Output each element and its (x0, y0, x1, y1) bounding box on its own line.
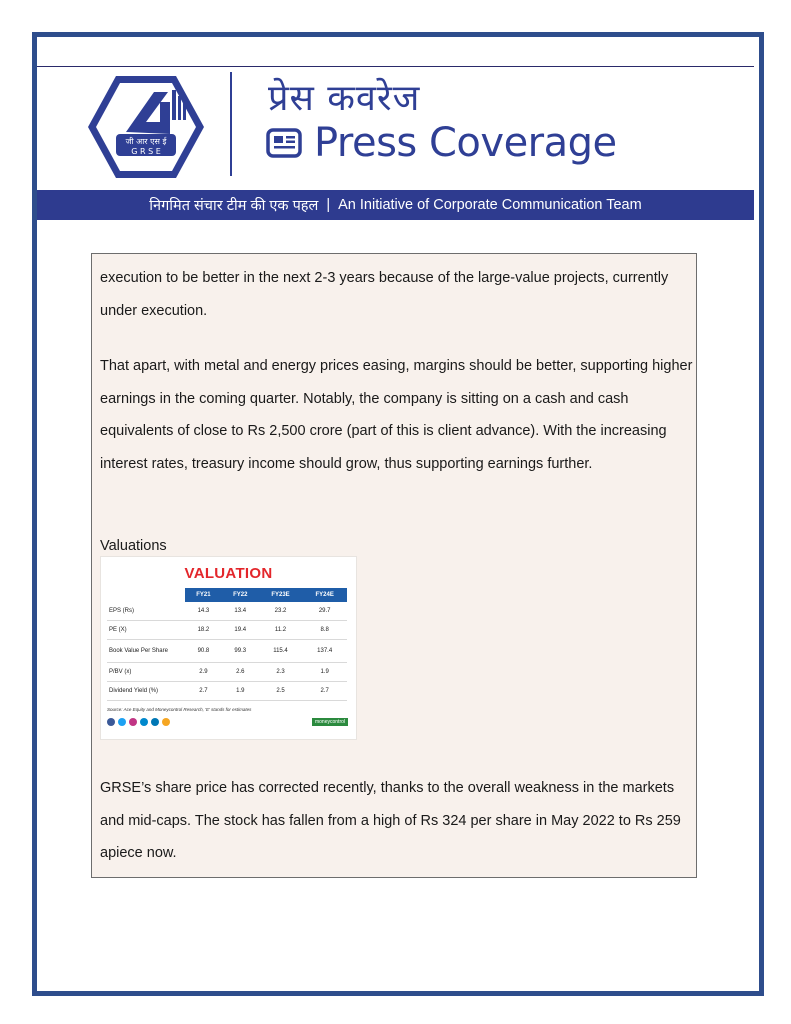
valuations-label: Valuations (100, 538, 167, 554)
table-cell: 1.9 (302, 663, 347, 682)
header-divider (230, 72, 232, 176)
tagline-bar (37, 190, 754, 220)
table-cell: 29.7 (302, 602, 347, 621)
table-row (107, 640, 347, 663)
row-label: Book Value Per Share (107, 640, 185, 663)
row-label: Dividend Yield (%) (107, 682, 185, 701)
facebook-icon (107, 718, 115, 726)
logo-text-hindi: जी आर एस ई (125, 137, 167, 146)
instagram-icon (129, 718, 137, 726)
table-cell: 8.8 (302, 621, 347, 640)
hindi-title: प्रेस कवरेज (268, 78, 421, 119)
top-rule (37, 66, 754, 67)
table-cell: 2.6 (222, 663, 259, 682)
tagline-hindi: निगमित संचार टीम की एक पहल (149, 198, 319, 214)
telegram-icon (140, 718, 148, 726)
press-coverage-title: Press Coverage (314, 120, 617, 166)
table-cell: 1.9 (222, 682, 259, 701)
article-paragraph-2: That apart, with metal and energy prices easing, margins should be better, supporting higher earnings in the coming quarter. Notably, the company is sitting on a cash and cash equivalents of close to Rs 2,500 crore (part of this is client advance). With the increasing interest rates, treasury income should grow, thus supporting earnings further. (100, 358, 693, 472)
table-cell: 14.3 (185, 602, 222, 621)
row-label: P/BV (x) (107, 663, 185, 682)
table-cell: 2.5 (259, 682, 303, 701)
table-cell: 18.2 (185, 621, 222, 640)
row-label: EPS (Rs) (107, 602, 185, 621)
col-header: FY22 (222, 588, 259, 602)
article-paragraph-1: execution to be better in the next 2-3 years because of the large-value projects, currently under execution. (100, 270, 669, 319)
linkedin-icon (151, 718, 159, 726)
col-header: FY24E (302, 588, 347, 602)
table-cell: 99.3 (222, 640, 259, 663)
table-cell: 90.8 (185, 640, 222, 663)
table-row (107, 682, 347, 701)
table-cell: 2.9 (185, 663, 222, 682)
table-cell: 2.7 (185, 682, 222, 701)
table-row (107, 663, 347, 682)
podcast-icon (162, 718, 170, 726)
col-header: FY23E (259, 588, 303, 602)
table-cell: 2.3 (259, 663, 303, 682)
table-cell: 115.4 (259, 640, 303, 663)
valuation-source: Source: Ace Equity and Moneycontrol Research, 'E' stands for estimates (107, 707, 252, 712)
col-header: FY21 (185, 588, 222, 602)
table-cell: 2.7 (302, 682, 347, 701)
valuation-table (107, 588, 347, 701)
table-cell: 11.2 (259, 621, 303, 640)
twitter-icon (118, 718, 126, 726)
table-row (107, 602, 347, 621)
table-row (107, 621, 347, 640)
valuation-table-image (100, 556, 357, 740)
table-cell: 23.2 (259, 602, 303, 621)
article-paragraph-3: GRSE’s share price has corrected recently, thanks to the overall weakness in the markets and mid-caps. The stock has fallen from a high of Rs 324 per share in May 2022 to Rs 259 apiece now. (100, 780, 681, 861)
table-cell: 19.4 (222, 621, 259, 640)
moneycontrol-badge: moneycontrol (312, 718, 348, 726)
article-box (91, 253, 697, 878)
press-coverage-row (266, 120, 617, 166)
table-cell: 137.4 (302, 640, 347, 663)
grse-logo (86, 72, 206, 182)
newspaper-icon (266, 128, 302, 158)
tagline-separator: | (326, 197, 331, 213)
valuation-title: VALUATION (184, 565, 273, 582)
tagline-english: An Initiative of Corporate Communication Team (338, 197, 642, 213)
social-icons (107, 718, 173, 726)
row-label: PE (X) (107, 621, 185, 640)
logo-text-english: G R S E (131, 147, 161, 156)
table-cell: 13.4 (222, 602, 259, 621)
